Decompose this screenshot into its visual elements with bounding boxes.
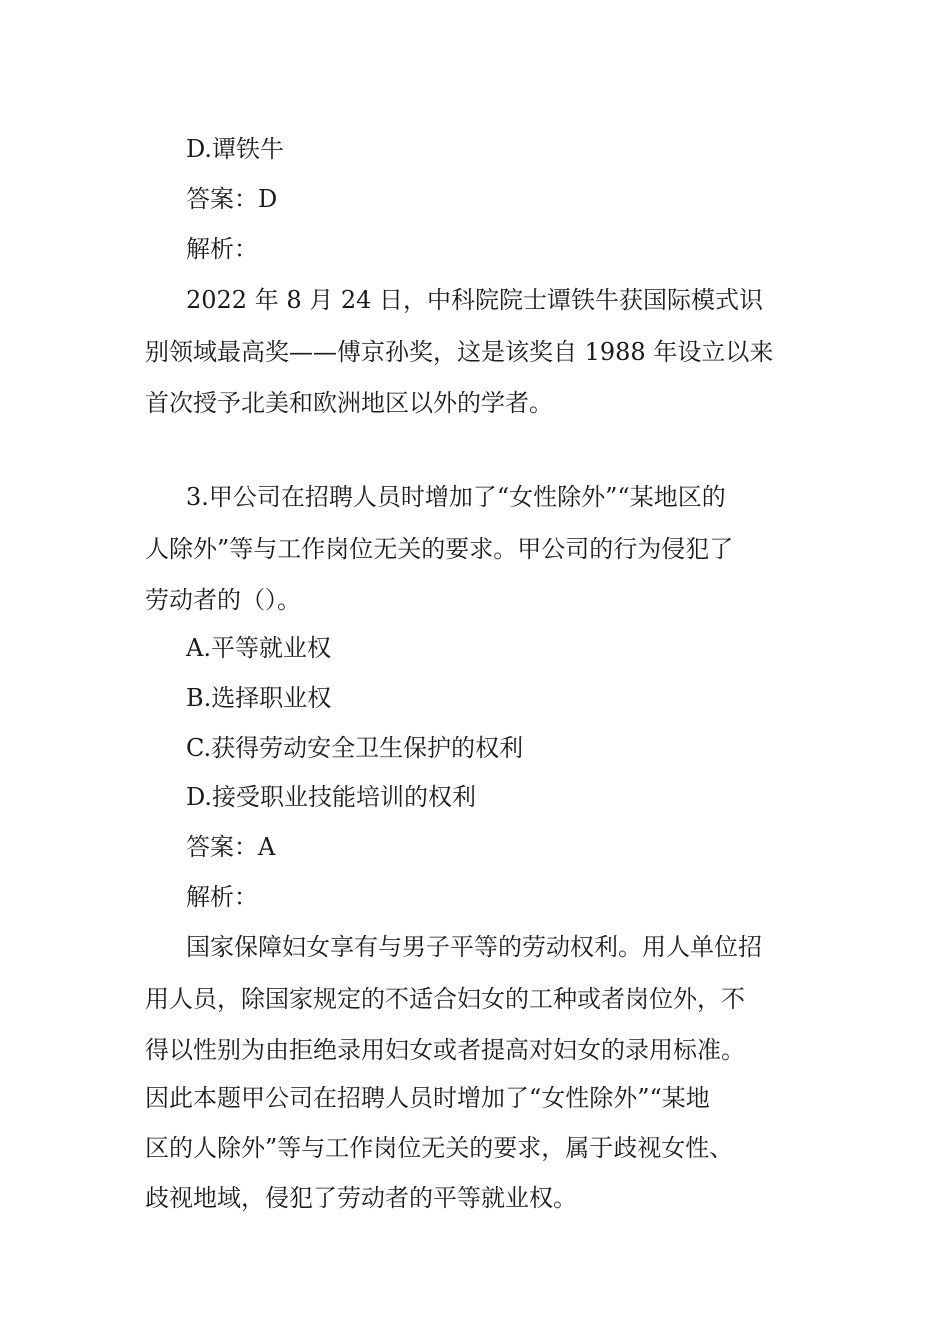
q3-analysis-line: 得以性别为由拒绝录用妇女或者提高对妇女的录用标准。 [145, 1036, 745, 1064]
q3-analysis-line: 因此本题甲公司在招聘人员时增加了“女性除外”“某地 [145, 1084, 710, 1112]
q3-option-c: C.获得劳动安全卫生保护的权利 [186, 734, 524, 762]
q3-analysis-line: 国家保障妇女享有与男子平等的劳动权利。用人单位招 [186, 933, 762, 961]
q2-analysis-line: 别领域最高奖——傅京孙奖，这是该奖自 1988 年设立以来 [145, 338, 774, 366]
q3-analysis-line: 区的人除外”等与工作岗位无关的要求，属于歧视女性、 [145, 1134, 734, 1162]
q2-answer: 答案：D [186, 185, 278, 213]
q2-option-d: D.谭铁牛 [186, 135, 285, 163]
q3-option-a: A.平等就业权 [186, 634, 331, 662]
q2-analysis-label: 解析： [186, 235, 258, 263]
q3-question-line: 人除外”等与工作岗位无关的要求。甲公司的行为侵犯了 [145, 535, 734, 563]
q3-question-line: 3.甲公司在招聘人员时增加了“女性除外”“某地区的 [186, 483, 726, 511]
q3-analysis-line: 用人员，除国家规定的不适合妇女的工种或者岗位外，不 [145, 985, 745, 1013]
q2-analysis-line: 2022 年 8 月 24 日，中科院院士谭铁牛获国际模式识 [186, 286, 764, 314]
q3-analysis-label: 解析： [186, 883, 258, 911]
q3-answer: 答案：A [186, 833, 276, 861]
q3-analysis-line: 歧视地域，侵犯了劳动者的平等就业权。 [145, 1184, 577, 1212]
q3-option-d: D.接受职业技能培训的权利 [186, 783, 477, 811]
q3-question-line: 劳动者的（）。 [145, 586, 301, 614]
q3-option-b: B.选择职业权 [186, 684, 332, 712]
q2-analysis-line: 首次授予北美和欧洲地区以外的学者。 [145, 389, 553, 417]
